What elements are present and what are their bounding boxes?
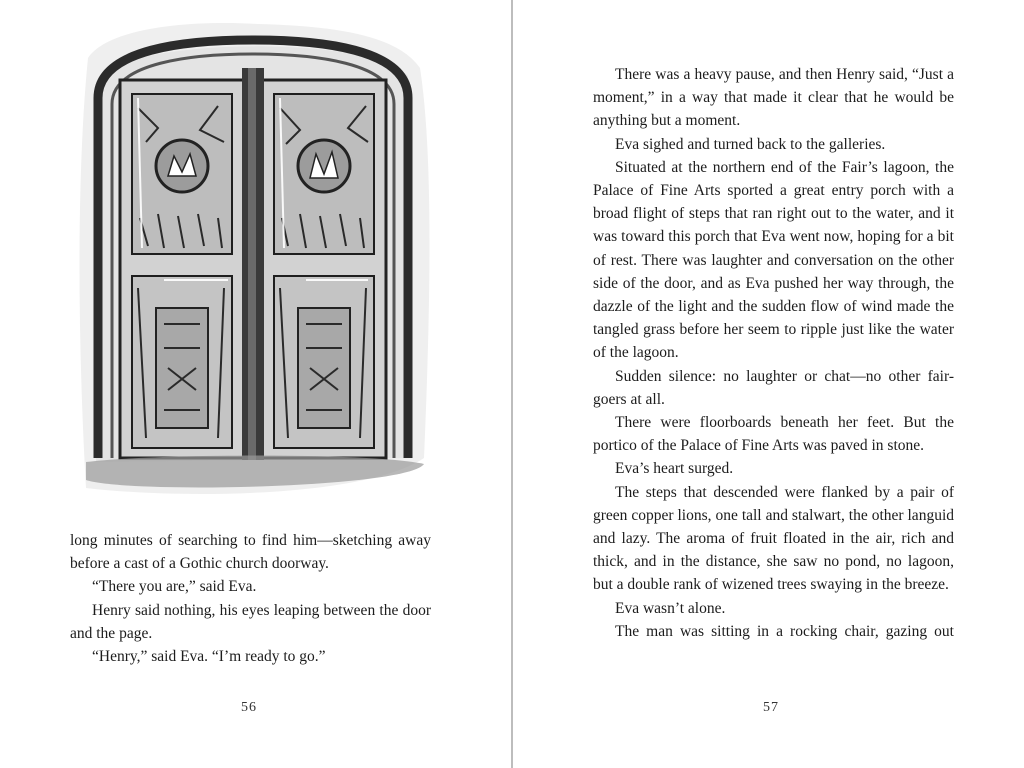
gothic-door-illustration: [68, 18, 438, 508]
paragraph: Henry said nothing, his eyes leaping between the door and the page.: [70, 601, 431, 642]
paragraph: “There you are,” said Eva.: [92, 578, 257, 596]
page-number: 56: [241, 700, 257, 715]
paragraph: long minutes of searching to find him—sketching away before a cast of a Gothic church doorway.: [70, 532, 431, 573]
left-page-text: [70, 529, 431, 668]
right-page: [513, 0, 1024, 768]
paragraph: Eva sighed and turned back to the galleries.: [615, 135, 886, 153]
left-page: [0, 0, 511, 768]
right-page-text: [593, 63, 954, 643]
paragraph: The man was sitting in a rocking chair, gazing out: [615, 622, 954, 640]
paragraph: Situated at the northern end of the Fair’s lagoon, the Palace of Fine Arts sported a great entry porch with a broad flight of steps that ran right out to the water, and it was toward this porch that Eva went now, hoping for a bit of rest. There was laughter and conversation on the other side of the door, and as Eva pushed her way through, the dazzle of the light and the sudden flow of wind made the tangled grass before her seem to ripple just like the water of the lagoon.: [593, 158, 954, 362]
paragraph: Sudden silence: no laughter or chat—no other fair-goers at all.: [593, 367, 954, 408]
page-number: 57: [763, 700, 779, 715]
paragraph: The steps that descended were flanked by a pair of green copper lions, one tall and stalwart, the other languid and lazy. The aroma of fruit floated in the air, rich and thick, and in the distance, she saw no pond, no lagoon, but a double rank of wizened trees swaying in the breeze.: [593, 483, 954, 594]
paragraph: Eva wasn’t alone.: [615, 599, 726, 617]
paragraph: Eva’s heart surged.: [615, 460, 734, 478]
paragraph: “Henry,” said Eva. “I’m ready to go.”: [92, 648, 326, 666]
paragraph: There was a heavy pause, and then Henry said, “Just a moment,” in a way that made it clear that he would be anything but a moment.: [593, 66, 954, 130]
paragraph: There were floorboards beneath her feet. But the portico of the Palace of Fine Arts was paved in stone.: [593, 414, 954, 455]
